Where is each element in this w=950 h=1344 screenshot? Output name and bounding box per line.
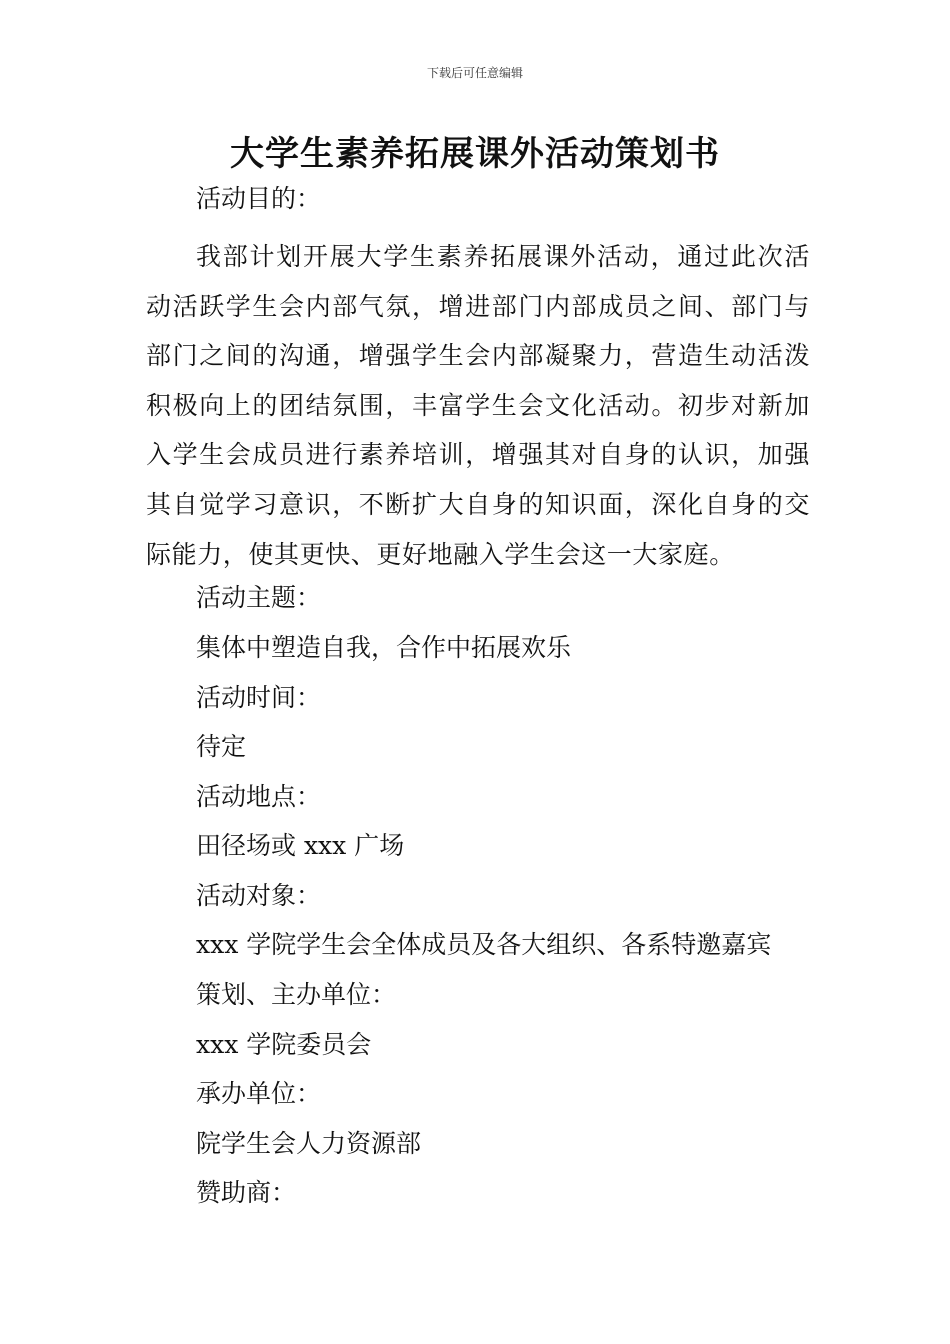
undertaker-label: 承办单位： xyxy=(196,1079,322,1108)
target-label: 活动对象： xyxy=(196,881,322,910)
place-label: 活动地点： xyxy=(196,782,322,811)
purpose-label: 活动目的： xyxy=(196,184,322,213)
place-value: 田径场或 xxx 广场 xyxy=(196,831,405,860)
time-value: 待定 xyxy=(196,732,247,761)
purpose-paragraph: 我部计划开展大学生素养拓展课外活动，通过此次活动活跃学生会内部气氛，增进部门内部成员之间、部门与部门之间的沟通，增强学生会内部凝聚力，营造生动活泼积极向上的团结氛围，丰富学生会文化活动。初步对新加入学生会成员进行素养培训，增强其对自身的认识，加强其自觉学习意识，不断扩大自身的知识面，深化自身的交际能力，使其更快、更好地融入学生会这一大家庭。 xyxy=(146,242,810,569)
target-value: xxx 学院学生会全体成员及各大组织、各系特邀嘉宾 xyxy=(196,930,772,959)
time-label: 活动时间： xyxy=(196,683,322,712)
sponsor-label: 赞助商： xyxy=(196,1178,297,1207)
document-title: 大学生素养拓展课外活动策划书 xyxy=(230,134,720,174)
theme-label: 活动主题： xyxy=(196,583,322,612)
theme-value: 集体中塑造自我，合作中拓展欢乐 xyxy=(196,633,572,662)
organizer-label: 策划、主办单位： xyxy=(196,980,397,1009)
undertaker-value: 院学生会人力资源部 xyxy=(196,1129,422,1158)
page-header: 下载后可任意编辑 xyxy=(426,66,523,80)
organizer-value: xxx 学院委员会 xyxy=(196,1030,372,1059)
